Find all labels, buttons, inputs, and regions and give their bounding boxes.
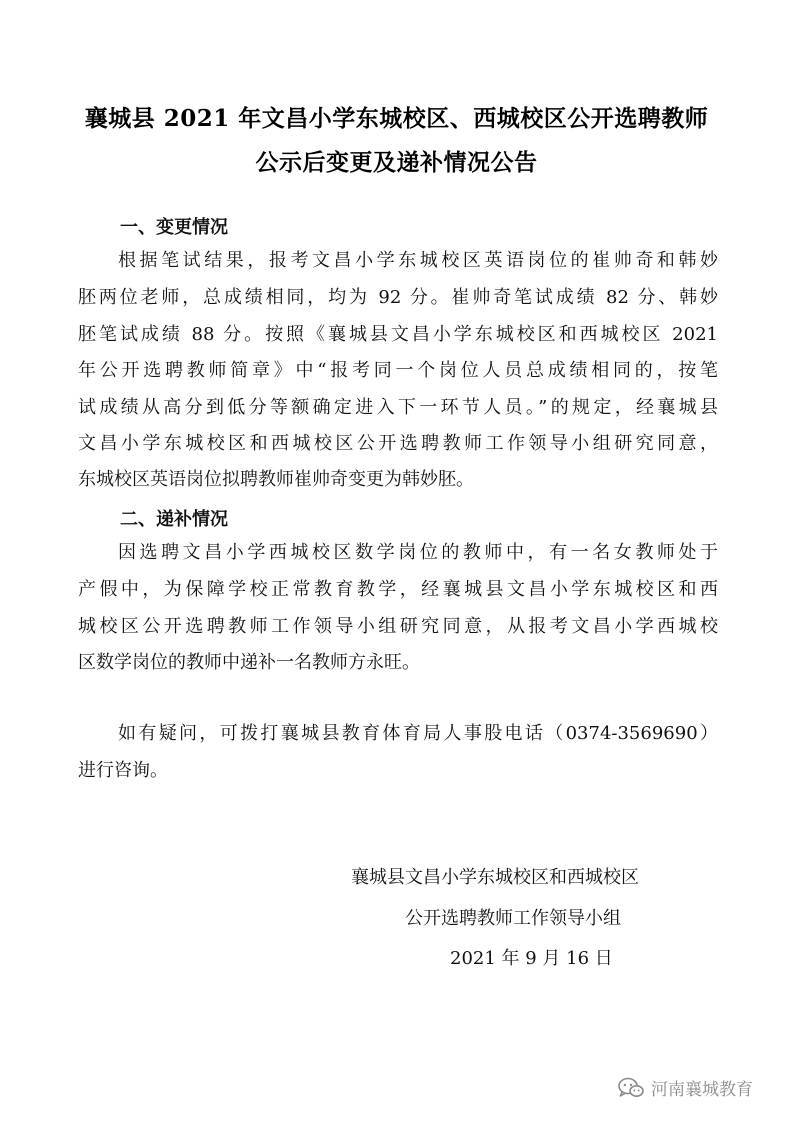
contact-paragraph-line: 如有疑问，可拨打襄城县教育体育局人事股电话（0374-3569690） — [118, 723, 718, 744]
section1-paragraph-line: 胚两位老师，总成绩相同，均为 92 分。崔帅奇笔试成绩 82 分、韩妙 — [78, 287, 718, 308]
page-title-line-2: 公示后变更及递补情况公告 — [255, 149, 538, 176]
contact-paragraph-line: 进行咨询。 — [78, 760, 168, 781]
section2-paragraph-line: 区数学岗位的教师中递补一名教师方永旺。 — [78, 652, 420, 673]
signature-organization: 襄城县文昌小学东城校区和西城校区 — [351, 867, 639, 888]
signature-group: 公开选聘教师工作领导小组 — [405, 908, 621, 929]
section2-paragraph-line: 城校区公开选聘教师工作领导小组研究同意，从报考文昌小学西城校 — [78, 616, 718, 637]
section1-paragraph-line: 根据笔试结果，报考文昌小学东城校区英语岗位的崔帅奇和韩妙 — [118, 250, 718, 271]
signature-date: 2021 年 9 月 16 日 — [450, 948, 613, 969]
watermark — [617, 1075, 753, 1100]
section1-paragraph-line: 文昌小学东城校区和西城校区公开选聘教师工作领导小组研究同意， — [78, 433, 718, 454]
section2-paragraph-line: 因选聘文昌小学西城校区数学岗位的教师中，有一名女教师处于 — [118, 542, 718, 563]
wechat-icon — [617, 1076, 645, 1100]
section1-paragraph-line: 胚笔试成绩 88 分。按照《襄城县文昌小学东城校区和西城校区 2021 — [78, 324, 718, 345]
section2-paragraph-line: 产假中，为保障学校正常教育教学，经襄城县文昌小学东城校区和西 — [78, 579, 718, 600]
section1-paragraph-line: 试成绩从高分到低分等额确定进入下一环节人员。”的规定，经襄城县 — [78, 397, 718, 418]
section1-paragraph-line: 年公开选聘教师简章》中“报考同一个岗位人员总成绩相同的，按笔 — [78, 360, 718, 381]
page-title-line-1: 襄城县 2021 年文昌小学东城校区、西城校区公开选聘教师 — [84, 105, 709, 132]
section-heading-supplement: 二、递补情况 — [120, 509, 228, 530]
watermark-text: 河南襄城教育 — [651, 1080, 753, 1100]
section1-paragraph-line: 东城校区英语岗位拟聘教师崔帅奇变更为韩妙胚。 — [78, 469, 474, 490]
section-heading-change: 一、变更情况 — [120, 217, 228, 238]
